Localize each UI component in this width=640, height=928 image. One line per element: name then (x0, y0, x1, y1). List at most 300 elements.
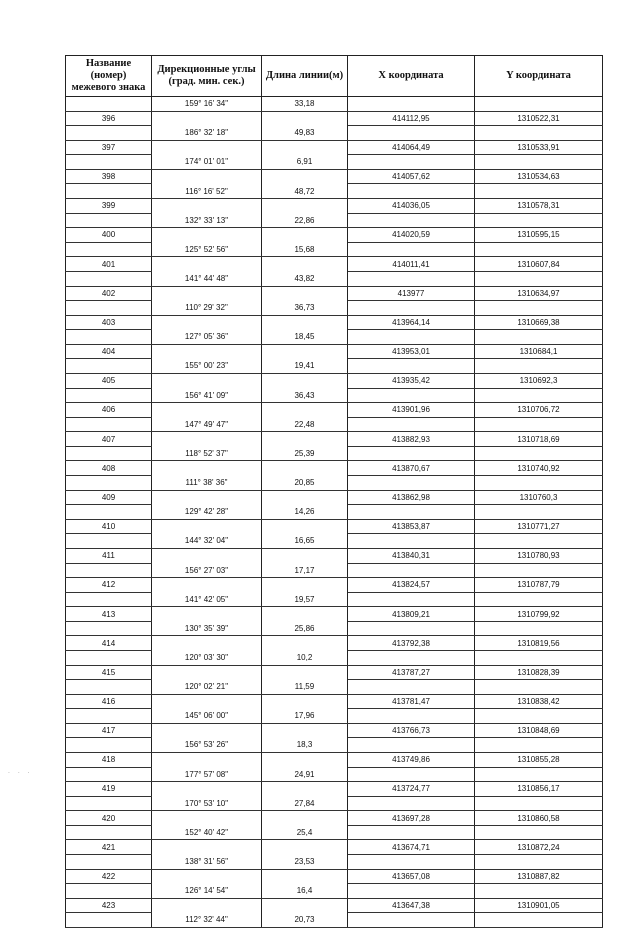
cell-bearing: 147° 49' 47" (152, 417, 262, 432)
table-row-line (66, 155, 603, 170)
table-row-point (66, 140, 603, 155)
cell-x-coordinate: 414011,41 (348, 257, 475, 272)
cell-y-coordinate: 1310787,79 (475, 578, 603, 593)
cell-empty (66, 884, 152, 899)
header-x-coordinate: X координата (348, 56, 475, 97)
cell-empty (475, 884, 603, 899)
cell-line-length: 24,91 (262, 767, 348, 782)
cell-empty (475, 446, 603, 461)
cell-y-coordinate: 1310534,63 (475, 169, 603, 184)
cell-empty (475, 155, 603, 170)
cell-empty (475, 913, 603, 928)
cell-point-name: 415 (66, 665, 152, 680)
cell-empty (348, 621, 475, 636)
cell-empty (348, 446, 475, 461)
table-row-line (66, 738, 603, 753)
cell-line-length: 16,4 (262, 884, 348, 899)
cell-empty (152, 869, 262, 884)
cell-empty (262, 840, 348, 855)
cell-empty (348, 301, 475, 316)
table-row-point (66, 519, 603, 534)
cell-point-name: 396 (66, 111, 152, 126)
cell-empty (475, 184, 603, 199)
cell-y-coordinate: 1310684,1 (475, 344, 603, 359)
table-row-line (66, 563, 603, 578)
cell-y-coordinate: 1310780,93 (475, 548, 603, 563)
cell-bearing: 177° 57' 08" (152, 767, 262, 782)
cell-bearing: 156° 53' 26" (152, 738, 262, 753)
cell-empty (66, 680, 152, 695)
cell-empty (66, 767, 152, 782)
cell-bearing: 120° 02' 21" (152, 680, 262, 695)
cell-empty (152, 315, 262, 330)
cell-empty (475, 271, 603, 286)
cell-y-coordinate: 1310771,27 (475, 519, 603, 534)
cell-x-coordinate: 413647,38 (348, 898, 475, 913)
cell-empty (152, 840, 262, 855)
cell-empty (66, 621, 152, 636)
cell-empty (348, 97, 475, 112)
cell-empty (348, 592, 475, 607)
cell-point-name: 417 (66, 723, 152, 738)
cell-empty (475, 650, 603, 665)
cell-x-coordinate: 413657,08 (348, 869, 475, 884)
table-header-row (66, 56, 603, 97)
cell-line-length: 20,85 (262, 476, 348, 491)
table-row-point (66, 753, 603, 768)
cell-bearing: 144° 32' 04" (152, 534, 262, 549)
cell-empty (262, 403, 348, 418)
table-row-line (66, 330, 603, 345)
cell-empty (348, 184, 475, 199)
cell-y-coordinate: 1310819,56 (475, 636, 603, 651)
table-row-point (66, 169, 603, 184)
cell-empty (152, 753, 262, 768)
table-row-point (66, 665, 603, 680)
cell-empty (348, 709, 475, 724)
cell-y-coordinate: 1310578,31 (475, 199, 603, 214)
cell-empty (348, 505, 475, 520)
cell-line-length: 49,83 (262, 126, 348, 141)
cell-empty (66, 505, 152, 520)
table-row-line (66, 534, 603, 549)
cell-bearing: 129° 42' 28" (152, 505, 262, 520)
cell-line-length: 25,4 (262, 825, 348, 840)
table-row-point (66, 461, 603, 476)
cell-bearing: 112° 32' 44" (152, 913, 262, 928)
table-row-point (66, 315, 603, 330)
table-row-line (66, 680, 603, 695)
cell-empty (152, 461, 262, 476)
cell-empty (152, 811, 262, 826)
cell-empty (262, 432, 348, 447)
cell-point-name: 421 (66, 840, 152, 855)
cell-empty (152, 169, 262, 184)
cell-point-name: 420 (66, 811, 152, 826)
cell-empty (66, 417, 152, 432)
table-row-point (66, 607, 603, 622)
cell-line-length: 15,68 (262, 242, 348, 257)
cell-point-name: 406 (66, 403, 152, 418)
cell-empty (348, 126, 475, 141)
cell-line-length: 20,73 (262, 913, 348, 928)
cell-x-coordinate: 413749,86 (348, 753, 475, 768)
cell-y-coordinate: 1310848,69 (475, 723, 603, 738)
cell-point-name: 399 (66, 199, 152, 214)
cell-empty (348, 271, 475, 286)
table-row-line (66, 213, 603, 228)
cell-y-coordinate: 1310669,38 (475, 315, 603, 330)
cell-line-length: 36,43 (262, 388, 348, 403)
cell-empty (348, 417, 475, 432)
cell-bearing: 174° 01' 01" (152, 155, 262, 170)
cell-empty (262, 169, 348, 184)
cell-x-coordinate: 413766,73 (348, 723, 475, 738)
cell-point-name: 411 (66, 548, 152, 563)
table-row-point (66, 723, 603, 738)
cell-y-coordinate: 1310595,15 (475, 228, 603, 243)
cell-empty (66, 476, 152, 491)
cell-point-name: 418 (66, 753, 152, 768)
cell-empty (66, 563, 152, 578)
cell-empty (66, 796, 152, 811)
cell-empty (152, 578, 262, 593)
cell-empty (152, 694, 262, 709)
cell-point-name: 407 (66, 432, 152, 447)
table-row-line (66, 359, 603, 374)
cell-empty (348, 242, 475, 257)
table-row-point (66, 694, 603, 709)
cell-empty (66, 330, 152, 345)
cell-empty (475, 242, 603, 257)
cell-empty (66, 242, 152, 257)
cell-empty (152, 490, 262, 505)
cell-point-name: 409 (66, 490, 152, 505)
cell-x-coordinate: 413977 (348, 286, 475, 301)
cell-empty (152, 373, 262, 388)
table-row-line (66, 271, 603, 286)
table-row-point (66, 840, 603, 855)
cell-x-coordinate: 413882,93 (348, 432, 475, 447)
cell-x-coordinate: 413853,87 (348, 519, 475, 534)
scan-artifact: . . . (8, 768, 33, 775)
cell-empty (348, 213, 475, 228)
cell-empty (475, 738, 603, 753)
table-row-point (66, 811, 603, 826)
cell-bearing: 126° 14' 54" (152, 884, 262, 899)
cell-empty (262, 723, 348, 738)
table-row-line (66, 855, 603, 870)
cell-bearing: 118° 52' 37" (152, 446, 262, 461)
cell-empty (348, 650, 475, 665)
table-row-line (66, 126, 603, 141)
cell-bearing: 125° 52' 56" (152, 242, 262, 257)
cell-empty (152, 723, 262, 738)
cell-empty (475, 767, 603, 782)
cell-point-name: 397 (66, 140, 152, 155)
cell-point-name: 398 (66, 169, 152, 184)
cell-line-length: 19,41 (262, 359, 348, 374)
cell-line-length: 14,26 (262, 505, 348, 520)
cell-bearing: 170° 53' 10" (152, 796, 262, 811)
cell-point-name: 401 (66, 257, 152, 272)
cell-empty (66, 534, 152, 549)
cell-y-coordinate: 1310760,3 (475, 490, 603, 505)
cell-empty (66, 592, 152, 607)
cell-empty (152, 199, 262, 214)
cell-line-length: 22,86 (262, 213, 348, 228)
cell-empty (348, 155, 475, 170)
table-row-line (66, 650, 603, 665)
cell-y-coordinate: 1310860,58 (475, 811, 603, 826)
cell-bearing: 145° 06' 00" (152, 709, 262, 724)
cell-line-length: 48,72 (262, 184, 348, 199)
cell-line-length: 25,86 (262, 621, 348, 636)
cell-y-coordinate: 1310692,3 (475, 373, 603, 388)
cell-empty (262, 490, 348, 505)
cell-empty (262, 898, 348, 913)
table-row-line (66, 97, 603, 112)
cell-point-name: 413 (66, 607, 152, 622)
cell-y-coordinate: 1310740,92 (475, 461, 603, 476)
cell-point-name: 412 (66, 578, 152, 593)
cell-x-coordinate: 413953,01 (348, 344, 475, 359)
cell-empty (66, 97, 152, 112)
table-row-point (66, 548, 603, 563)
table-row-line (66, 184, 603, 199)
cell-x-coordinate: 413792,38 (348, 636, 475, 651)
cell-empty (475, 534, 603, 549)
cell-y-coordinate: 1310522,31 (475, 111, 603, 126)
cell-x-coordinate: 413964,14 (348, 315, 475, 330)
cell-empty (152, 228, 262, 243)
cell-empty (348, 359, 475, 374)
cell-bearing: 130° 35' 39" (152, 621, 262, 636)
cell-empty (262, 665, 348, 680)
cell-empty (475, 796, 603, 811)
table-row-line (66, 417, 603, 432)
cell-empty (348, 767, 475, 782)
cell-empty (262, 111, 348, 126)
cell-x-coordinate: 413724,77 (348, 782, 475, 797)
table-row-point (66, 111, 603, 126)
cell-x-coordinate: 413824,57 (348, 578, 475, 593)
table-row-point (66, 228, 603, 243)
cell-line-length: 43,82 (262, 271, 348, 286)
cell-point-name: 422 (66, 869, 152, 884)
table-row-point (66, 373, 603, 388)
cell-y-coordinate: 1310706,72 (475, 403, 603, 418)
cell-empty (152, 519, 262, 534)
cell-empty (66, 446, 152, 461)
cell-point-name: 408 (66, 461, 152, 476)
cell-empty (152, 432, 262, 447)
cell-empty (66, 855, 152, 870)
cell-bearing: 132° 33' 13" (152, 213, 262, 228)
cell-empty (348, 534, 475, 549)
table-row-point (66, 432, 603, 447)
cell-x-coordinate: 414057,62 (348, 169, 475, 184)
cell-y-coordinate: 1310828,39 (475, 665, 603, 680)
cell-point-name: 402 (66, 286, 152, 301)
cell-empty (475, 388, 603, 403)
cell-empty (152, 607, 262, 622)
cell-empty (262, 548, 348, 563)
cell-x-coordinate: 413674,71 (348, 840, 475, 855)
cell-line-length: 17,17 (262, 563, 348, 578)
table-row-line (66, 709, 603, 724)
table-row-point (66, 636, 603, 651)
table-row-point (66, 344, 603, 359)
cell-empty (348, 563, 475, 578)
table-row-line (66, 446, 603, 461)
cell-point-name: 404 (66, 344, 152, 359)
table-row-line (66, 767, 603, 782)
cell-x-coordinate: 414112,95 (348, 111, 475, 126)
cell-empty (152, 257, 262, 272)
cell-x-coordinate: 413840,31 (348, 548, 475, 563)
cell-empty (66, 155, 152, 170)
cell-line-length: 25,39 (262, 446, 348, 461)
cell-bearing: 141° 44' 48" (152, 271, 262, 286)
cell-x-coordinate: 413901,96 (348, 403, 475, 418)
cell-bearing: 159° 16' 34" (152, 97, 262, 112)
cell-empty (348, 796, 475, 811)
header-point-name: Название (номер) межевого знака (66, 56, 152, 97)
table-body (66, 97, 603, 928)
cell-empty (262, 461, 348, 476)
cell-empty (262, 694, 348, 709)
cell-empty (475, 97, 603, 112)
cell-empty (66, 650, 152, 665)
cell-empty (475, 417, 603, 432)
cell-empty (152, 344, 262, 359)
table-row-line (66, 884, 603, 899)
cell-bearing: 152° 40' 42" (152, 825, 262, 840)
table-row-line (66, 621, 603, 636)
cell-empty (262, 578, 348, 593)
cell-empty (262, 257, 348, 272)
cell-line-length: 33,18 (262, 97, 348, 112)
cell-bearing: 141° 42' 05" (152, 592, 262, 607)
cell-empty (66, 213, 152, 228)
header-line-length: Длина линии(м) (262, 56, 348, 97)
cell-empty (152, 140, 262, 155)
cell-empty (262, 373, 348, 388)
cell-x-coordinate: 413781,47 (348, 694, 475, 709)
cell-x-coordinate: 414036,05 (348, 199, 475, 214)
cell-line-length: 17,96 (262, 709, 348, 724)
header-bearing: Дирекционные углы (град. мин. сек.) (152, 56, 262, 97)
cell-empty (262, 228, 348, 243)
cell-bearing: 186° 32' 18" (152, 126, 262, 141)
cell-empty (262, 782, 348, 797)
cell-empty (348, 884, 475, 899)
table-row-point (66, 286, 603, 301)
cell-empty (475, 476, 603, 491)
cell-bearing: 138° 31' 56" (152, 855, 262, 870)
cell-point-name: 423 (66, 898, 152, 913)
cell-empty (475, 592, 603, 607)
cell-empty (475, 825, 603, 840)
cell-empty (262, 199, 348, 214)
cell-y-coordinate: 1310856,17 (475, 782, 603, 797)
cell-point-name: 400 (66, 228, 152, 243)
cell-empty (348, 913, 475, 928)
cell-empty (66, 388, 152, 403)
cell-y-coordinate: 1310901,05 (475, 898, 603, 913)
table-row-point (66, 490, 603, 505)
table-row-line (66, 476, 603, 491)
cell-empty (66, 738, 152, 753)
cell-empty (348, 738, 475, 753)
cell-line-length: 36,73 (262, 301, 348, 316)
cell-line-length: 22,48 (262, 417, 348, 432)
cell-empty (66, 913, 152, 928)
cell-y-coordinate: 1310634,97 (475, 286, 603, 301)
cell-empty (262, 519, 348, 534)
cell-empty (66, 301, 152, 316)
cell-empty (152, 286, 262, 301)
cell-line-length: 16,65 (262, 534, 348, 549)
cell-empty (66, 825, 152, 840)
cell-line-length: 18,3 (262, 738, 348, 753)
cell-line-length: 18,45 (262, 330, 348, 345)
cell-y-coordinate: 1310718,69 (475, 432, 603, 447)
table-row-line (66, 825, 603, 840)
table-row-point (66, 782, 603, 797)
cell-x-coordinate: 413862,98 (348, 490, 475, 505)
table-row-line (66, 388, 603, 403)
table-row-point (66, 869, 603, 884)
table-row-point (66, 898, 603, 913)
cell-line-length: 6,91 (262, 155, 348, 170)
cell-x-coordinate: 413870,67 (348, 461, 475, 476)
cell-empty (262, 811, 348, 826)
cell-line-length: 19,57 (262, 592, 348, 607)
cell-bearing: 116° 16' 52" (152, 184, 262, 199)
table-row-line (66, 242, 603, 257)
table-row-line (66, 913, 603, 928)
cell-empty (475, 359, 603, 374)
cell-empty (262, 315, 348, 330)
cell-empty (262, 636, 348, 651)
cell-empty (152, 782, 262, 797)
table-row-point (66, 578, 603, 593)
cell-y-coordinate: 1310872,24 (475, 840, 603, 855)
cell-empty (262, 753, 348, 768)
cell-y-coordinate: 1310855,28 (475, 753, 603, 768)
cell-x-coordinate: 413787,27 (348, 665, 475, 680)
cell-empty (66, 271, 152, 286)
cell-empty (475, 126, 603, 141)
cell-bearing: 110° 29' 32" (152, 301, 262, 316)
cell-line-length: 23,53 (262, 855, 348, 870)
table-row-point (66, 257, 603, 272)
cell-line-length: 27,84 (262, 796, 348, 811)
cell-y-coordinate: 1310799,92 (475, 607, 603, 622)
cell-empty (152, 665, 262, 680)
cell-empty (475, 680, 603, 695)
cell-empty (262, 869, 348, 884)
cell-x-coordinate: 413935,42 (348, 373, 475, 388)
cell-bearing: 111° 38' 36" (152, 476, 262, 491)
cell-empty (66, 126, 152, 141)
cell-line-length: 10,2 (262, 650, 348, 665)
table-row-point (66, 403, 603, 418)
cell-empty (262, 607, 348, 622)
cell-empty (262, 286, 348, 301)
